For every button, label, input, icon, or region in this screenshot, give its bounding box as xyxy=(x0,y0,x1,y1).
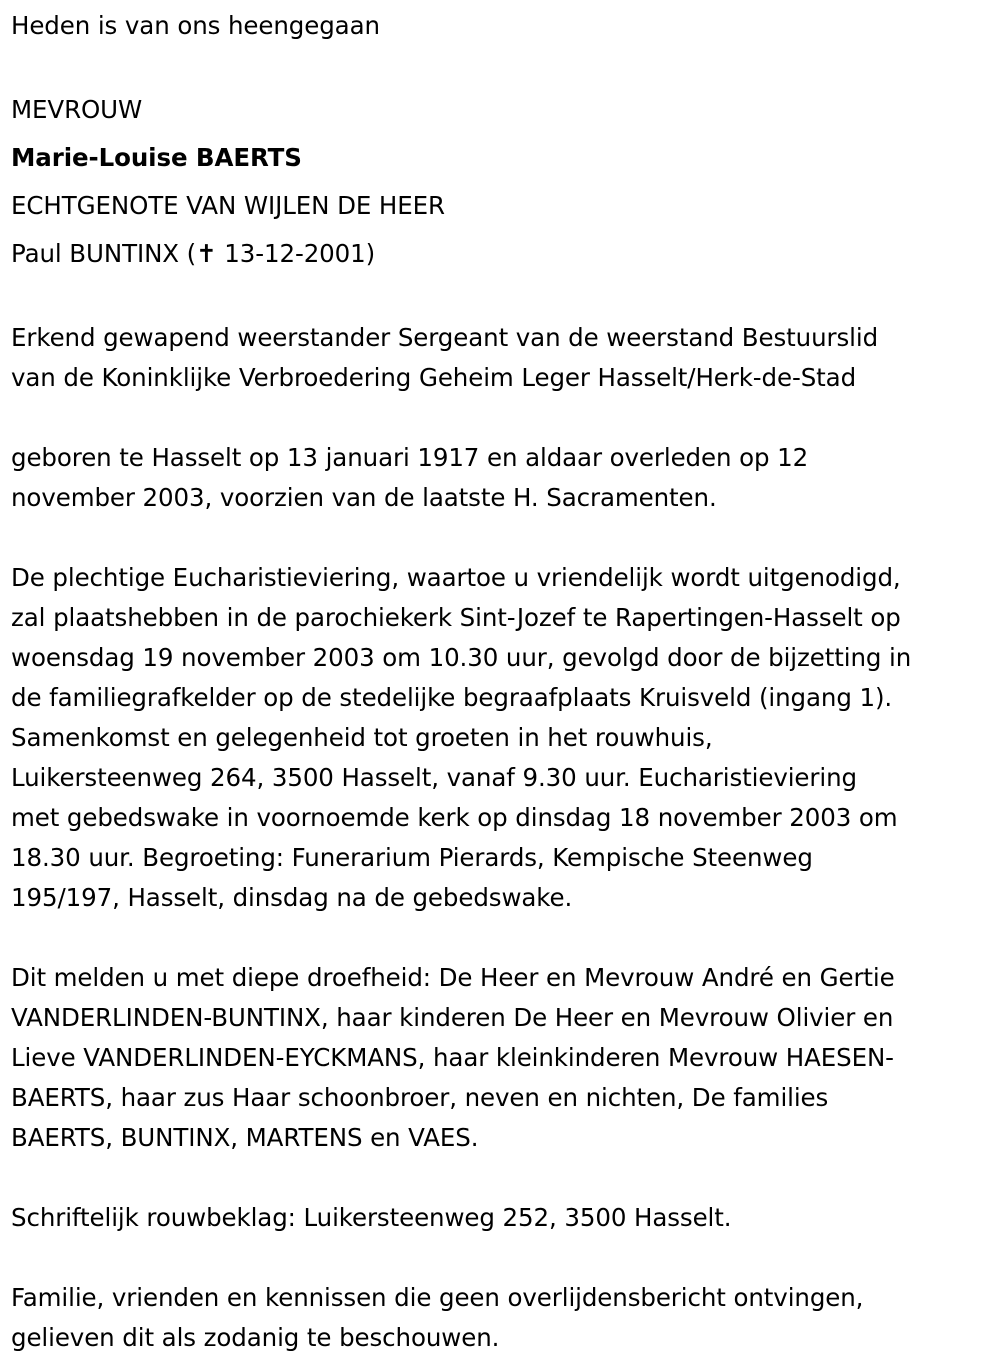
opening-line: Heden is van ons heengegaan xyxy=(11,11,380,40)
birth-death-paragraph xyxy=(11,438,990,518)
deceased-name: Marie-Louise BAERTS xyxy=(11,143,302,172)
spacer xyxy=(11,1158,990,1198)
resistance-line: Erkend gewapend weerstander Sergeant van de weerstand Bestuurslid xyxy=(11,323,879,352)
family-line: Dit melden u met diepe droefheid: De Heer en Mevrouw André en Gertie xyxy=(11,963,895,992)
resistance-paragraph xyxy=(11,318,990,398)
family-line: Lieve VANDERLINDEN-EYCKMANS, haar kleinkinderen Mevrouw HAESEN- xyxy=(11,1043,894,1072)
closing-line: gelieven dit als zodanig te beschouwen. xyxy=(11,1323,500,1352)
ceremony-line: de familiegrafkelder op de stedelijke begraafplaats Kruisveld (ingang 1). xyxy=(11,683,893,712)
resistance-line: van de Koninklijke Verbroedering Geheim Leger Hasselt/Herk-de-Stad xyxy=(11,363,857,392)
ceremony-line: Samenkomst en gelegenheid tot groeten in het rouwhuis, xyxy=(11,723,713,752)
title-prefix: MEVROUW xyxy=(11,95,143,124)
spacer xyxy=(11,518,990,558)
birth-death-line: november 2003, voorzien van de laatste H. Sacramenten. xyxy=(11,483,717,512)
family-line: BAERTS, BUNTINX, MARTENS en VAES. xyxy=(11,1123,479,1152)
cross-icon: ✝ xyxy=(196,239,217,268)
ceremony-line: met gebedswake in voornoemde kerk op dinsdag 18 november 2003 om xyxy=(11,803,898,832)
closing-line: Familie, vrienden en kennissen die geen overlijdensbericht ontvingen, xyxy=(11,1283,864,1312)
spacer xyxy=(11,918,990,958)
ceremony-line: De plechtige Eucharistieviering, waartoe u vriendelijk wordt uitgenodigd, xyxy=(11,563,901,592)
ceremony-line: 195/197, Hasselt, dinsdag na de gebedswake. xyxy=(11,883,573,912)
spacer xyxy=(11,46,990,86)
ceremony-line: 18.30 uur. Begroeting: Funerarium Pierards, Kempische Steenweg xyxy=(11,843,813,872)
birth-death-line: geboren te Hasselt op 13 januari 1917 en aldaar overleden op 12 xyxy=(11,443,809,472)
ceremony-line: Luikersteenweg 264, 3500 Hasselt, vanaf 9.30 uur. Eucharistieviering xyxy=(11,763,857,792)
spouse-name: Paul BUNTINX ( xyxy=(11,239,197,268)
spouse-line xyxy=(11,230,990,278)
deceased-header xyxy=(11,86,990,278)
ceremony-paragraph xyxy=(11,558,990,918)
spouse-death-date: 13-12-2001) xyxy=(216,239,376,268)
ceremony-line: zal plaatshebben in de parochiekerk Sint-Jozef te Rapertingen-Hasselt op xyxy=(11,603,901,632)
spacer xyxy=(11,1238,990,1278)
family-line: VANDERLINDEN-BUNTINX, haar kinderen De Heer en Mevrouw Olivier en xyxy=(11,1003,894,1032)
relation-line: ECHTGENOTE VAN WIJLEN DE HEER xyxy=(11,191,445,220)
ceremony-line: woensdag 19 november 2003 om 10.30 uur, gevolgd door de bijzetting in xyxy=(11,643,912,672)
spacer xyxy=(11,278,990,318)
family-line: BAERTS, haar zus Haar schoonbroer, neven en nichten, De families xyxy=(11,1083,829,1112)
condolence-address: Schriftelijk rouwbeklag: Luikersteenweg 252, 3500 Hasselt. xyxy=(11,1203,732,1232)
closing-paragraph xyxy=(11,1278,990,1358)
family-paragraph xyxy=(11,958,990,1158)
spacer xyxy=(11,398,990,438)
